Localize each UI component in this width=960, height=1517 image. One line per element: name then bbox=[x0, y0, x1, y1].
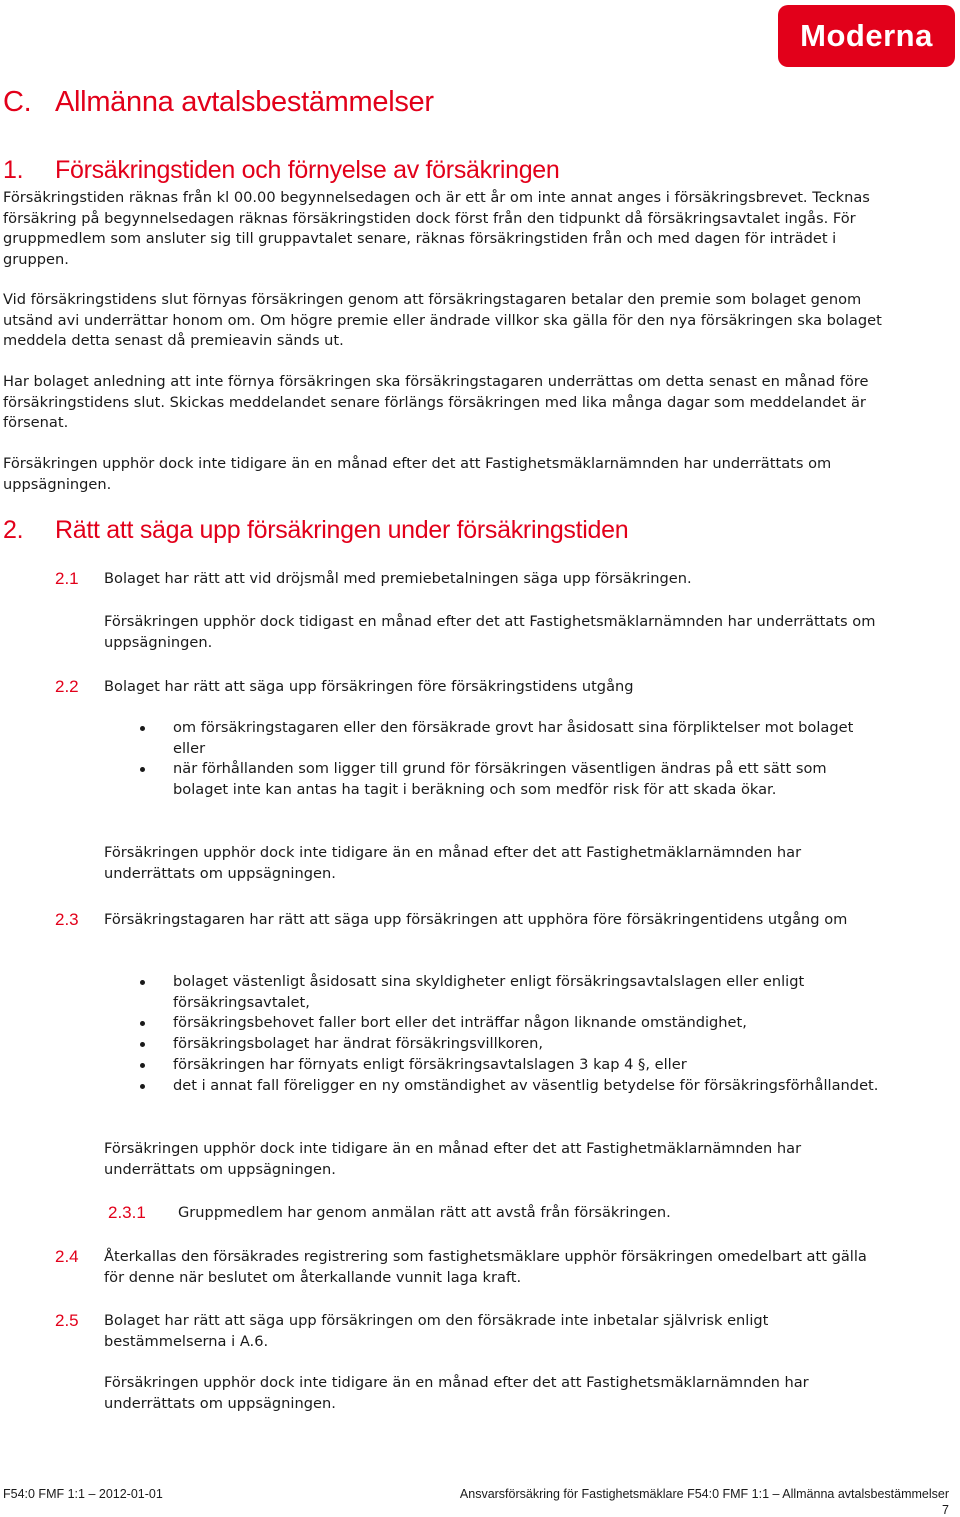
item-2-2-note: Försäkringen upphör dock inte tidigare än en månad efter det att Fastighetmäklarnämnden har underrättats om uppsägningen. bbox=[104, 844, 802, 882]
section-c-title: Allmänna avtalsbestämmelser bbox=[55, 86, 434, 118]
bullet-icon bbox=[140, 1063, 145, 1068]
list-item: det i annat fall föreligger en ny omständighet av väsentlig betydelse för försäkringsförhållandet. bbox=[140, 1076, 880, 1097]
section-1-number: 1. bbox=[3, 156, 24, 184]
section-2-title: Rätt att säga upp försäkringen under försäkringstiden bbox=[55, 516, 629, 544]
item-2-2-bullet-list bbox=[140, 718, 880, 801]
item-2-3-1-text: Gruppmedlem har genom anmälan rätt att avstå från försäkringen. bbox=[178, 1204, 671, 1221]
list-item: bolaget västenligt åsidosatt sina skyldigheter enligt försäkringsavtalslagen eller enligt försäkringsavtalet, bbox=[140, 972, 880, 1013]
bullet-icon bbox=[140, 1021, 145, 1026]
item-2-3-text: Försäkringstagaren har rätt att säga upp försäkringen att upphöra före försäkringentidens utgång om bbox=[104, 911, 848, 928]
list-item: försäkringen har förnyats enligt försäkringsavtalslagen 3 kap 4 §, eller bbox=[140, 1055, 880, 1076]
item-2-1-note: Försäkringen upphör dock tidigast en månad efter det att Fastighetsmäklarnämnden har underrättats om uppsägningen. bbox=[104, 613, 876, 651]
section-1-paragraph-1: Försäkringstiden räknas från kl 00.00 begynnelsedagen och är ett år om inte annat anges i försäkringsbrevet. Tecknas försäkring på begynnelsedagen räknas försäkringstiden dock först från den tidpunkt då försäkringsavtalet ingås. För gruppmedlem som ansluter sig till gruppavtalet senare, räknas försäkringstiden från och med dagen för inträdet i gruppen. bbox=[3, 189, 870, 269]
bullet-icon bbox=[140, 767, 145, 772]
item-2-3-number: 2.3 bbox=[55, 910, 79, 929]
item-2-5-number: 2.5 bbox=[55, 1311, 79, 1330]
footer-right: Ansvarsförsäkring för Fastighetsmäklare F54:0 FMF 1:1 – Allmänna avtalsbestämmelser bbox=[459, 1487, 949, 1501]
list-item: när förhållanden som ligger till grund för försäkringen väsentligen ändras på ett sätt som bolaget inte kan antas ha tagit i beräkning och som medför risk för att skada ökar. bbox=[140, 759, 880, 800]
footer-left: F54:0 FMF 1:1 – 2012-01-01 bbox=[3, 1487, 163, 1501]
section-1-title: Försäkringstiden och förnyelse av försäkringen bbox=[55, 156, 560, 184]
section-2-heading bbox=[3, 516, 628, 545]
section-1-paragraph-3: Har bolaget anledning att inte förnya försäkringen ska försäkringstagaren underrättas om detta senast en månad före försäkringstidens slut. Skickas meddelandet senare förlängs försäkringen med lika många dagar som meddelandet är försenat. bbox=[3, 373, 869, 432]
item-2-5-text: Bolaget har rätt att säga upp försäkringen om den försäkrade inte inbetalar självrisk enligt bestämmelserna i A.6. bbox=[104, 1312, 769, 1350]
page-number: 7 bbox=[942, 1503, 949, 1517]
section-1-paragraph-2: Vid försäkringstidens slut förnyas försäkringen genom att försäkringstagaren betalar den premie som bolaget genom utsänd avi underrättar honom om. Om högre premie eller ändrade villkor ska gälla för den nya försäkringen ska bolaget meddela detta senast då premieavin sänds ut. bbox=[3, 291, 882, 350]
list-item: om försäkringstagaren eller den försäkrade grovt har åsidosatt sina förpliktelser mot bolaget eller bbox=[140, 718, 880, 759]
list-item: försäkringsbehovet faller bort eller det inträffar någon liknande omständighet, bbox=[140, 1013, 880, 1034]
bullet-icon bbox=[140, 1042, 145, 1047]
bullet-icon bbox=[140, 1084, 145, 1089]
item-2-4-number: 2.4 bbox=[55, 1247, 79, 1266]
moderna-logo: Moderna bbox=[778, 5, 955, 67]
section-c-heading bbox=[3, 86, 434, 119]
item-2-3-bullet-list bbox=[140, 972, 880, 1096]
list-item: försäkringsbolaget har ändrat försäkringsvillkoren, bbox=[140, 1034, 880, 1055]
item-2-2-number: 2.2 bbox=[55, 677, 79, 696]
item-2-3-note: Försäkringen upphör dock inte tidigare än en månad efter det att Fastighetmäklarnämnden har underrättats om uppsägningen. bbox=[104, 1140, 802, 1178]
item-2-1-number: 2.1 bbox=[55, 569, 79, 588]
item-2-4-text: Återkallas den försäkrades registrering som fastighetsmäklare upphör försäkringen omedelbart att gälla för denne när beslutet om återkallande vunnit laga kraft. bbox=[104, 1248, 867, 1286]
item-2-3-1-number: 2.3.1 bbox=[108, 1203, 146, 1222]
item-2-5-note: Försäkringen upphör dock inte tidigare än en månad efter det att Fastighetsmäklarnämnden har underrättats om uppsägningen. bbox=[104, 1374, 809, 1412]
item-2-2-text: Bolaget har rätt att säga upp försäkringen före försäkringstidens utgång bbox=[104, 678, 634, 695]
section-1-heading bbox=[3, 156, 560, 185]
section-c-number: C. bbox=[3, 86, 32, 118]
bullet-icon bbox=[140, 980, 145, 985]
item-2-1-text: Bolaget har rätt att vid dröjsmål med premiebetalningen säga upp försäkringen. bbox=[104, 570, 692, 587]
bullet-icon bbox=[140, 726, 145, 731]
section-2-number: 2. bbox=[3, 516, 24, 544]
section-1-paragraph-4: Försäkringen upphör dock inte tidigare än en månad efter det att Fastighetsmäklarnämnden har underrättats om uppsägningen. bbox=[3, 455, 832, 493]
